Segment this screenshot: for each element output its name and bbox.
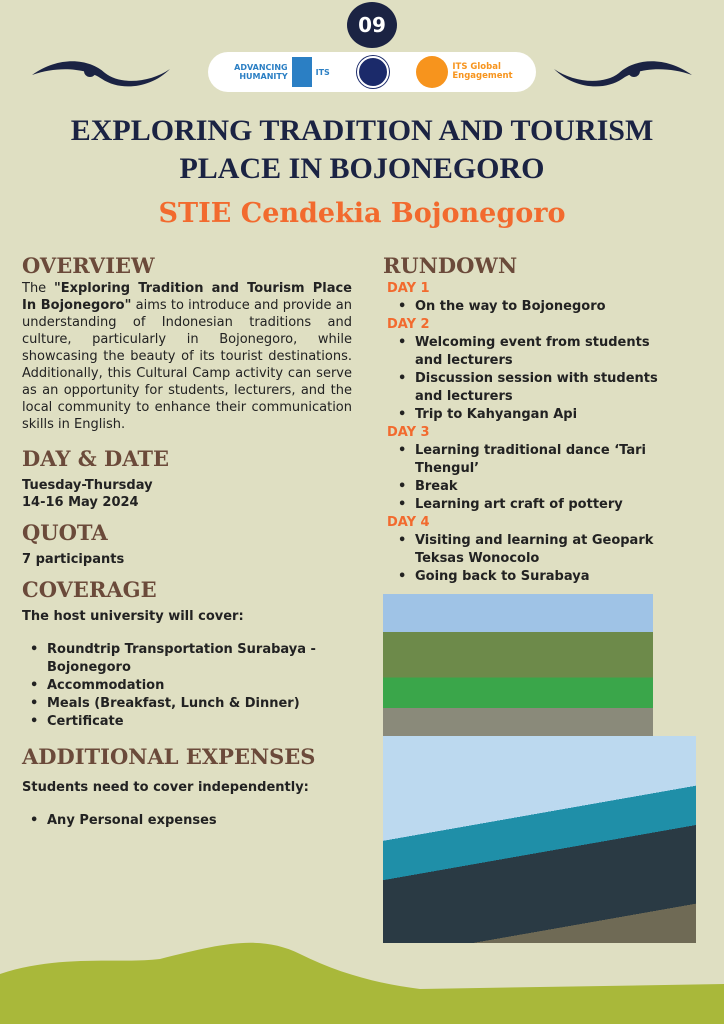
day-label: DAY 3 bbox=[386, 425, 430, 440]
list-item: • Visiting and learning at Geopark Teksas Wonocolo bbox=[390, 532, 679, 568]
right-column bbox=[383, 244, 724, 943]
partner-logos bbox=[208, 52, 536, 92]
list-item: • Roundtrip Transportation Surabaya - Bojonegoro bbox=[22, 641, 365, 677]
main-content bbox=[0, 112, 724, 943]
coverage-list bbox=[22, 641, 365, 731]
date-days: Tuesday-Thursday bbox=[22, 478, 153, 493]
day-label: DAY 4 bbox=[386, 515, 430, 530]
day-label: DAY 1 bbox=[386, 281, 430, 296]
its-logo-text: ITS bbox=[315, 67, 330, 77]
students-flags-photo bbox=[383, 736, 696, 943]
list-item: • Accommodation bbox=[22, 677, 365, 695]
left-column bbox=[22, 244, 365, 830]
its-emblem-icon bbox=[357, 56, 389, 88]
global-engagement-logo-icon bbox=[416, 56, 448, 88]
list-item: • Discussion session with students and lecturers bbox=[390, 370, 679, 406]
list-item: • Break bbox=[390, 478, 679, 496]
day-label: DAY 2 bbox=[386, 317, 430, 332]
list-item: • Meals (Breakfast, Lunch & Dinner) bbox=[22, 695, 365, 713]
coverage-intro: The host university will cover: bbox=[22, 609, 244, 624]
date-range: 14-16 May 2024 bbox=[22, 495, 139, 510]
subtitle: STIE Cendekia Bojonegoro bbox=[158, 198, 566, 229]
coverage-heading: COVERAGE bbox=[22, 577, 157, 602]
expenses-intro: Students need to cover independently: bbox=[22, 780, 309, 795]
ground-decoration bbox=[0, 934, 724, 1024]
ornament-left-icon bbox=[30, 55, 172, 89]
quota-heading: QUOTA bbox=[22, 520, 108, 545]
quota-value: 7 participants bbox=[22, 552, 125, 567]
campus-aerial-photo bbox=[383, 594, 653, 746]
rundown-list bbox=[387, 280, 679, 586]
list-item: • Trip to Kahyangan Api bbox=[390, 406, 679, 424]
list-item: • Learning traditional dance ‘Tari Thengul’ bbox=[390, 442, 679, 478]
rundown-heading: RUNDOWN bbox=[382, 253, 518, 278]
list-item: • Any Personal expenses bbox=[22, 812, 365, 830]
list-item: • On the way to Bojonegoro bbox=[390, 298, 679, 316]
list-item: • Learning art craft of pottery bbox=[390, 496, 679, 514]
overview-heading: OVERVIEW bbox=[22, 253, 155, 278]
list-item: • Certificate bbox=[22, 713, 365, 731]
overview-text: The "Exploring Tradition and Tourism Place In Bojonegoro" aims to introduce and provide an understanding of Indonesian traditions and culture, particularly in Bojonegoro, while showcasing the beauty of its tourist destinations. Additionally, this Cultural Camp activity can serve as an opportunity for students, lecturers, and the local community to enhance their communication skills in English. bbox=[22, 281, 352, 432]
ornament-right-icon bbox=[552, 55, 694, 89]
list-item: • Going back to Surabaya bbox=[390, 568, 679, 586]
list-item: • Welcoming event from students and lecturers bbox=[390, 334, 679, 370]
global-engagement-logo-text: ITS Global Engagement bbox=[452, 62, 513, 81]
page-number-badge: 09 bbox=[347, 2, 397, 48]
advancing-humanity-logo: ADVANCING HUMANITY bbox=[234, 63, 288, 81]
expenses-heading: ADDITIONAL EXPENSES bbox=[22, 744, 316, 769]
expenses-list bbox=[22, 812, 365, 830]
page-title: EXPLORING TRADITION AND TOURISM PLACE IN BOJONEGORO bbox=[70, 114, 654, 185]
date-heading: DAY & DATE bbox=[22, 446, 170, 471]
its-logo-icon bbox=[292, 57, 312, 87]
